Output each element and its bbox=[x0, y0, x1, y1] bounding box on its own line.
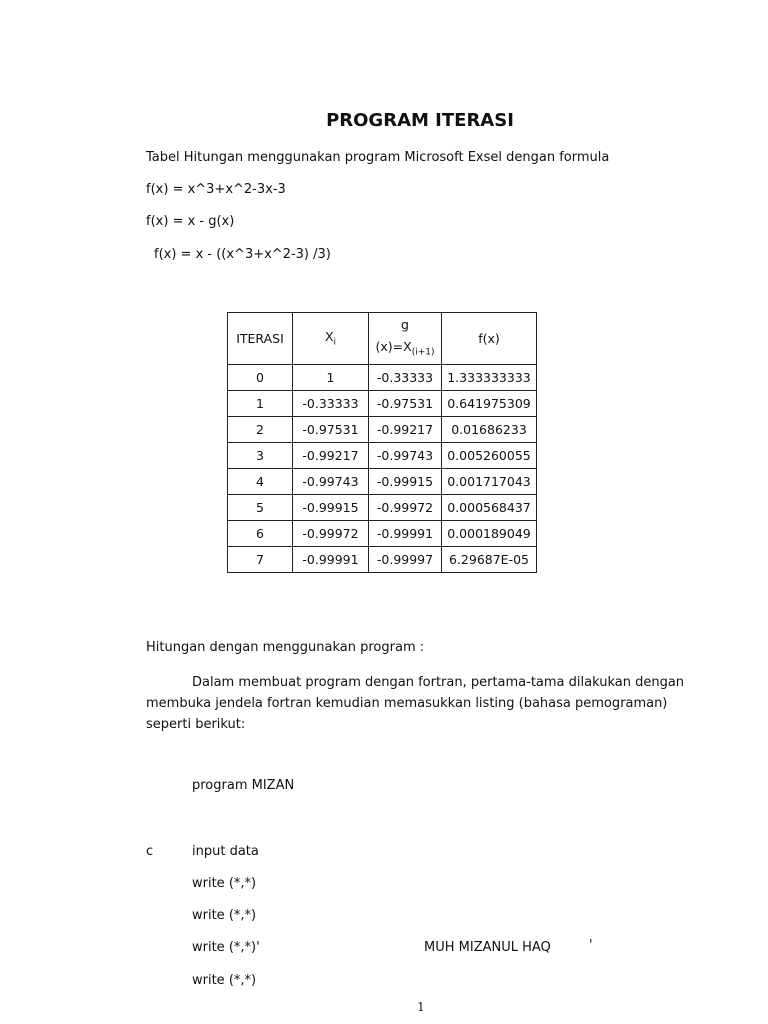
cell-iterasi: 7 bbox=[228, 547, 293, 573]
cell-fx: 0.000189049 bbox=[442, 521, 537, 547]
cell-iterasi: 5 bbox=[228, 495, 293, 521]
table-header-row bbox=[228, 313, 537, 365]
cell-iterasi: 1 bbox=[228, 391, 293, 417]
header-g-top: g bbox=[401, 316, 409, 332]
formula-2: f(x) = x - g(x) bbox=[146, 214, 235, 229]
intro-text: Tabel Hitungan menggunakan program Microsoft Exsel dengan formula bbox=[146, 150, 610, 165]
table-row bbox=[228, 495, 537, 521]
cell-fx: 0.641975309 bbox=[442, 391, 537, 417]
code-write-2: write (*,*) bbox=[192, 908, 257, 923]
cell-xi: -0.99743 bbox=[293, 469, 369, 495]
cell-gx: -0.99991 bbox=[369, 521, 442, 547]
cell-fx: 6.29687E-05 bbox=[442, 547, 537, 573]
cell-iterasi: 0 bbox=[228, 365, 293, 391]
cell-xi: -0.99915 bbox=[293, 495, 369, 521]
cell-xi: -0.97531 bbox=[293, 417, 369, 443]
document-title: PROGRAM ITERASI bbox=[326, 110, 514, 131]
cell-xi: -0.33333 bbox=[293, 391, 369, 417]
code-comment-text: input data bbox=[192, 844, 259, 859]
cell-gx: -0.99743 bbox=[369, 443, 442, 469]
code-write-1: write (*,*) bbox=[192, 876, 257, 891]
body-paragraph: Dalam membuat program dengan fortran, pertama-tama dilakukan dengan membuka jendela fortran kemudian memasukkan listing (bahasa pemograman) seperti berikut: bbox=[146, 675, 685, 732]
cell-xi: 1 bbox=[293, 365, 369, 391]
cell-gx: -0.99915 bbox=[369, 469, 442, 495]
code-write-3-text: MUH MIZANUL HAQ bbox=[424, 940, 551, 955]
header-g-bottom bbox=[369, 336, 441, 364]
code-program-line: program MIZAN bbox=[192, 778, 295, 793]
code-comment-marker: c bbox=[146, 844, 154, 859]
cell-fx: 0.01686233 bbox=[442, 417, 537, 443]
formula-1: f(x) = x^3+x^2-3x-3 bbox=[146, 182, 286, 197]
header-g bbox=[369, 313, 442, 365]
cell-fx: 0.005260055 bbox=[442, 443, 537, 469]
table-row bbox=[228, 365, 537, 391]
header-fx: f(x) bbox=[442, 313, 537, 365]
section-heading: Hitungan dengan menggunakan program : bbox=[146, 640, 425, 655]
cell-gx: -0.97531 bbox=[369, 391, 442, 417]
table-row bbox=[228, 521, 537, 547]
cell-xi: -0.99217 bbox=[293, 443, 369, 469]
cell-xi: -0.99991 bbox=[293, 547, 369, 573]
cell-gx: -0.99997 bbox=[369, 547, 442, 573]
code-write-3: write (*,*)' bbox=[192, 940, 260, 955]
cell-iterasi: 3 bbox=[228, 443, 293, 469]
table-row bbox=[228, 547, 537, 573]
code-write-3-end: ' bbox=[589, 938, 593, 953]
header-xi bbox=[293, 313, 369, 365]
header-g-bottom-pre: (x)=X bbox=[375, 338, 412, 354]
page-number: 1 bbox=[417, 1000, 425, 1014]
header-xi-base: X bbox=[324, 329, 334, 345]
cell-iterasi: 6 bbox=[228, 521, 293, 547]
cell-fx: 1.333333333 bbox=[442, 365, 537, 391]
header-xi-sub: i bbox=[333, 337, 337, 348]
header-g-bottom-sub: (i+1) bbox=[411, 347, 435, 358]
table-row bbox=[228, 417, 537, 443]
cell-gx: -0.33333 bbox=[369, 365, 442, 391]
table-row bbox=[228, 469, 537, 495]
formula-3: f(x) = x - ((x^3+x^2-3) /3) bbox=[154, 247, 331, 262]
cell-fx: 0.001717043 bbox=[442, 469, 537, 495]
cell-xi: -0.99972 bbox=[293, 521, 369, 547]
iteration-table bbox=[227, 312, 537, 573]
header-iterasi: ITERASI bbox=[228, 313, 293, 365]
table-row bbox=[228, 391, 537, 417]
table-row bbox=[228, 443, 537, 469]
cell-gx: -0.99217 bbox=[369, 417, 442, 443]
cell-fx: 0.000568437 bbox=[442, 495, 537, 521]
code-write-4: write (*,*) bbox=[192, 973, 257, 988]
cell-iterasi: 4 bbox=[228, 469, 293, 495]
cell-iterasi: 2 bbox=[228, 417, 293, 443]
cell-gx: -0.99972 bbox=[369, 495, 442, 521]
